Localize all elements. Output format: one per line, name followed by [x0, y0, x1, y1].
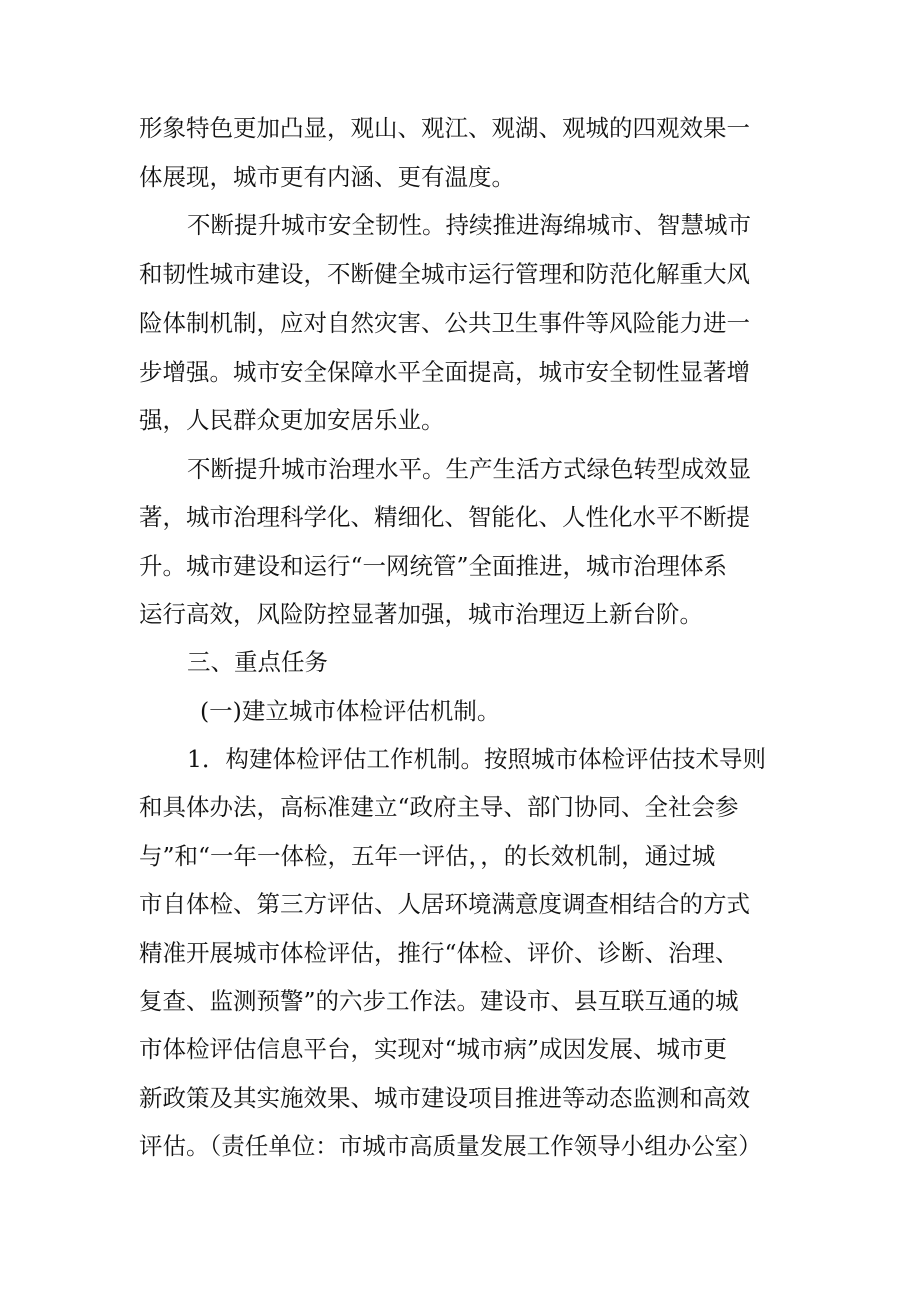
- text-line: 和具体办法，高标准建立“政府主导、部门协同、全社会参: [139, 793, 739, 821]
- text-line: 强，人民群众更加安居乐业。: [139, 406, 445, 434]
- text-line: 精准开展城市体检评估，推行“体检、评价、诊断、治理、: [139, 939, 739, 967]
- text-line: 升。城市建设和运行“一网统管”全面推进，城市治理体系: [139, 552, 728, 580]
- text-line: 不断提升城市治理水平。生产生活方式绿色转型成效显: [187, 455, 751, 483]
- text-line: 市体检评估信息平台，实现对“城市病”成因发展、城市更: [139, 1035, 728, 1063]
- text-line: 险体制机制，应对自然灾害、公共卫生事件等风险能力进一: [139, 309, 750, 337]
- text-line: 和韧性城市建设，不断健全城市运行管理和防范化解重大风: [139, 260, 750, 288]
- text-line: 不断提升城市安全韧性。持续推进海绵城市、智慧城市: [187, 211, 751, 239]
- text-line: 体展现，城市更有内涵、更有温度。: [139, 163, 515, 191]
- text-line: 形象特色更加凸显，观山、观江、观湖、观城的四观效果一: [139, 114, 750, 142]
- text-line: 评估。（责任单位：市城市高质量发展工作领导小组办公室）: [139, 1132, 762, 1160]
- text-line: 复查、监测预警”的六步工作法。建设市、县互联互通的城: [139, 987, 739, 1015]
- text-line: 市自体检、第三方评估、人居环境满意度调查相结合的方式: [139, 890, 750, 918]
- section-heading: 三、重点任务: [187, 648, 328, 676]
- text-line: 运行高效，风险防控显著加强，城市治理迈上新台阶。: [139, 600, 703, 628]
- text-line: 新政策及其实施效果、城市建设项目推进等动态监测和高效: [139, 1084, 750, 1112]
- text-line: 1．构建体检评估工作机制。按照城市体检评估技术导则: [187, 745, 766, 773]
- section-subheading: (一)建立城市体检评估机制。: [200, 697, 501, 725]
- text-line: 与”和“一年一体检，五年一评估，，的长效机制，通过城: [139, 842, 716, 870]
- text-line: 步增强。城市安全保障水平全面提高，城市安全韧性显著增: [139, 358, 750, 386]
- text-line: 著，城市治理科学化、精细化、智能化、人性化水平不断提: [139, 503, 750, 531]
